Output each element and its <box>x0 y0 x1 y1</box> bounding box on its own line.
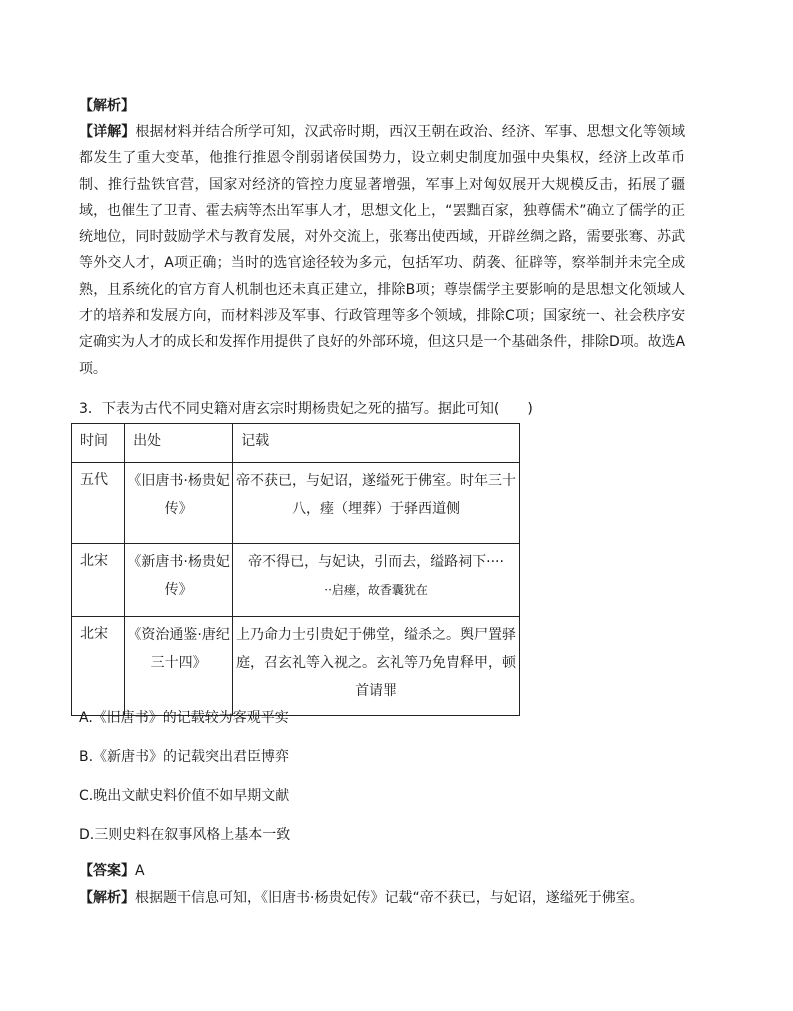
table-row <box>72 463 520 544</box>
header-record: 记载 <box>233 424 520 463</box>
option-a[interactable]: A.《旧唐书》的记载较为客观平实 <box>79 710 289 726</box>
row-time: 五代 <box>72 463 125 544</box>
row-record: 上乃命力士引贵妃于佛堂，缢杀之。舆尸置驿庭，召玄礼等入视之。玄礼等乃免胄释甲，顿首请罪 <box>236 627 517 699</box>
question-3: 3．下表为古代不同史籍对唐玄宗时期杨贵妃之死的描写。据此可知( ) <box>79 401 533 417</box>
row-source: 《旧唐书·杨贵妃传》 <box>127 473 230 517</box>
table-header-row <box>72 424 520 463</box>
table-row <box>72 544 520 617</box>
header-time: 时间 <box>72 424 125 463</box>
row-source: 《新唐书·杨贵妃传》 <box>127 554 230 598</box>
table-row <box>72 617 520 716</box>
row-source: 《资治通鉴·唐纪三十四》 <box>127 627 230 671</box>
explanation-line <box>79 887 699 907</box>
explanation-label: 【解析】 <box>79 890 135 906</box>
row-time: 北宋 <box>72 544 125 617</box>
option-c[interactable]: C.晚出文献史料价值不如早期文献 <box>79 788 290 804</box>
row-record-continued: ··启瘗，故香囊犹在 <box>324 583 428 597</box>
analysis-heading: 【解析】 <box>79 98 135 114</box>
explanation-text: 根据题干信息可知，《旧唐书·杨贵妃传》记载“帝不获已，与妃诏，遂缢死于佛室。 <box>135 890 644 906</box>
answer-value: A <box>135 863 145 879</box>
option-b[interactable]: B.《新唐书》的记载突出君臣博弈 <box>79 749 290 765</box>
sources-table <box>71 423 520 716</box>
detail-label: 【详解】 <box>79 124 136 140</box>
option-d[interactable]: D.三则史料在叙事风格上基本一致 <box>79 827 291 843</box>
detail-text: 根据材料并结合所学可知，汉武帝时期，西汉王朝在政治、经济、军事、思想文化等领域都发生了重大变革，他推行推恩令削弱诸侯国势力，设立刺史制度加强中央集权，经济上改革币制、推行盐铁官营，国家对经济的管控力度显著增强，军事上对匈奴展开大规模反击，拓展了疆域，也催生了卫青、霍去病等杰出军事人才，思想文化上，“罢黜百家，独尊儒术”确立了儒学的正统地位，同时鼓励学术与教育发展，对外交流上，张骞出使西域，开辟丝绸之路，需要张骞、苏武等外交人才，A项正确；当时的选官途径较为多元，包括军功、荫袭、征辟等，察举制并未完全成熟，且系统化的官方育人机制也还未真正建立，排除B项；尊崇儒学主要影响的是思想文化领域人才的培养和发展方向，而材料涉及军事、行政管理等多个领域，排除C项；国家统一、社会秩序安定确实为人才的成长和发挥作用提供了良好的外部环境，但这只是一个基础条件，排除D项。故选A项。 <box>79 124 685 377</box>
row-time: 北宋 <box>72 617 125 716</box>
row-record: 帝不获已，与妃诏，遂缢死于佛室。时年三十八，瘗（埋葬）于驿西道侧 <box>236 473 517 517</box>
row-record: 帝不得已，与妃诀，引而去，缢路祠下···· <box>248 554 504 570</box>
detail-paragraph <box>79 119 685 382</box>
answer-line <box>79 860 145 880</box>
header-source: 出处 <box>125 424 233 463</box>
answer-label: 【答案】 <box>79 863 135 879</box>
